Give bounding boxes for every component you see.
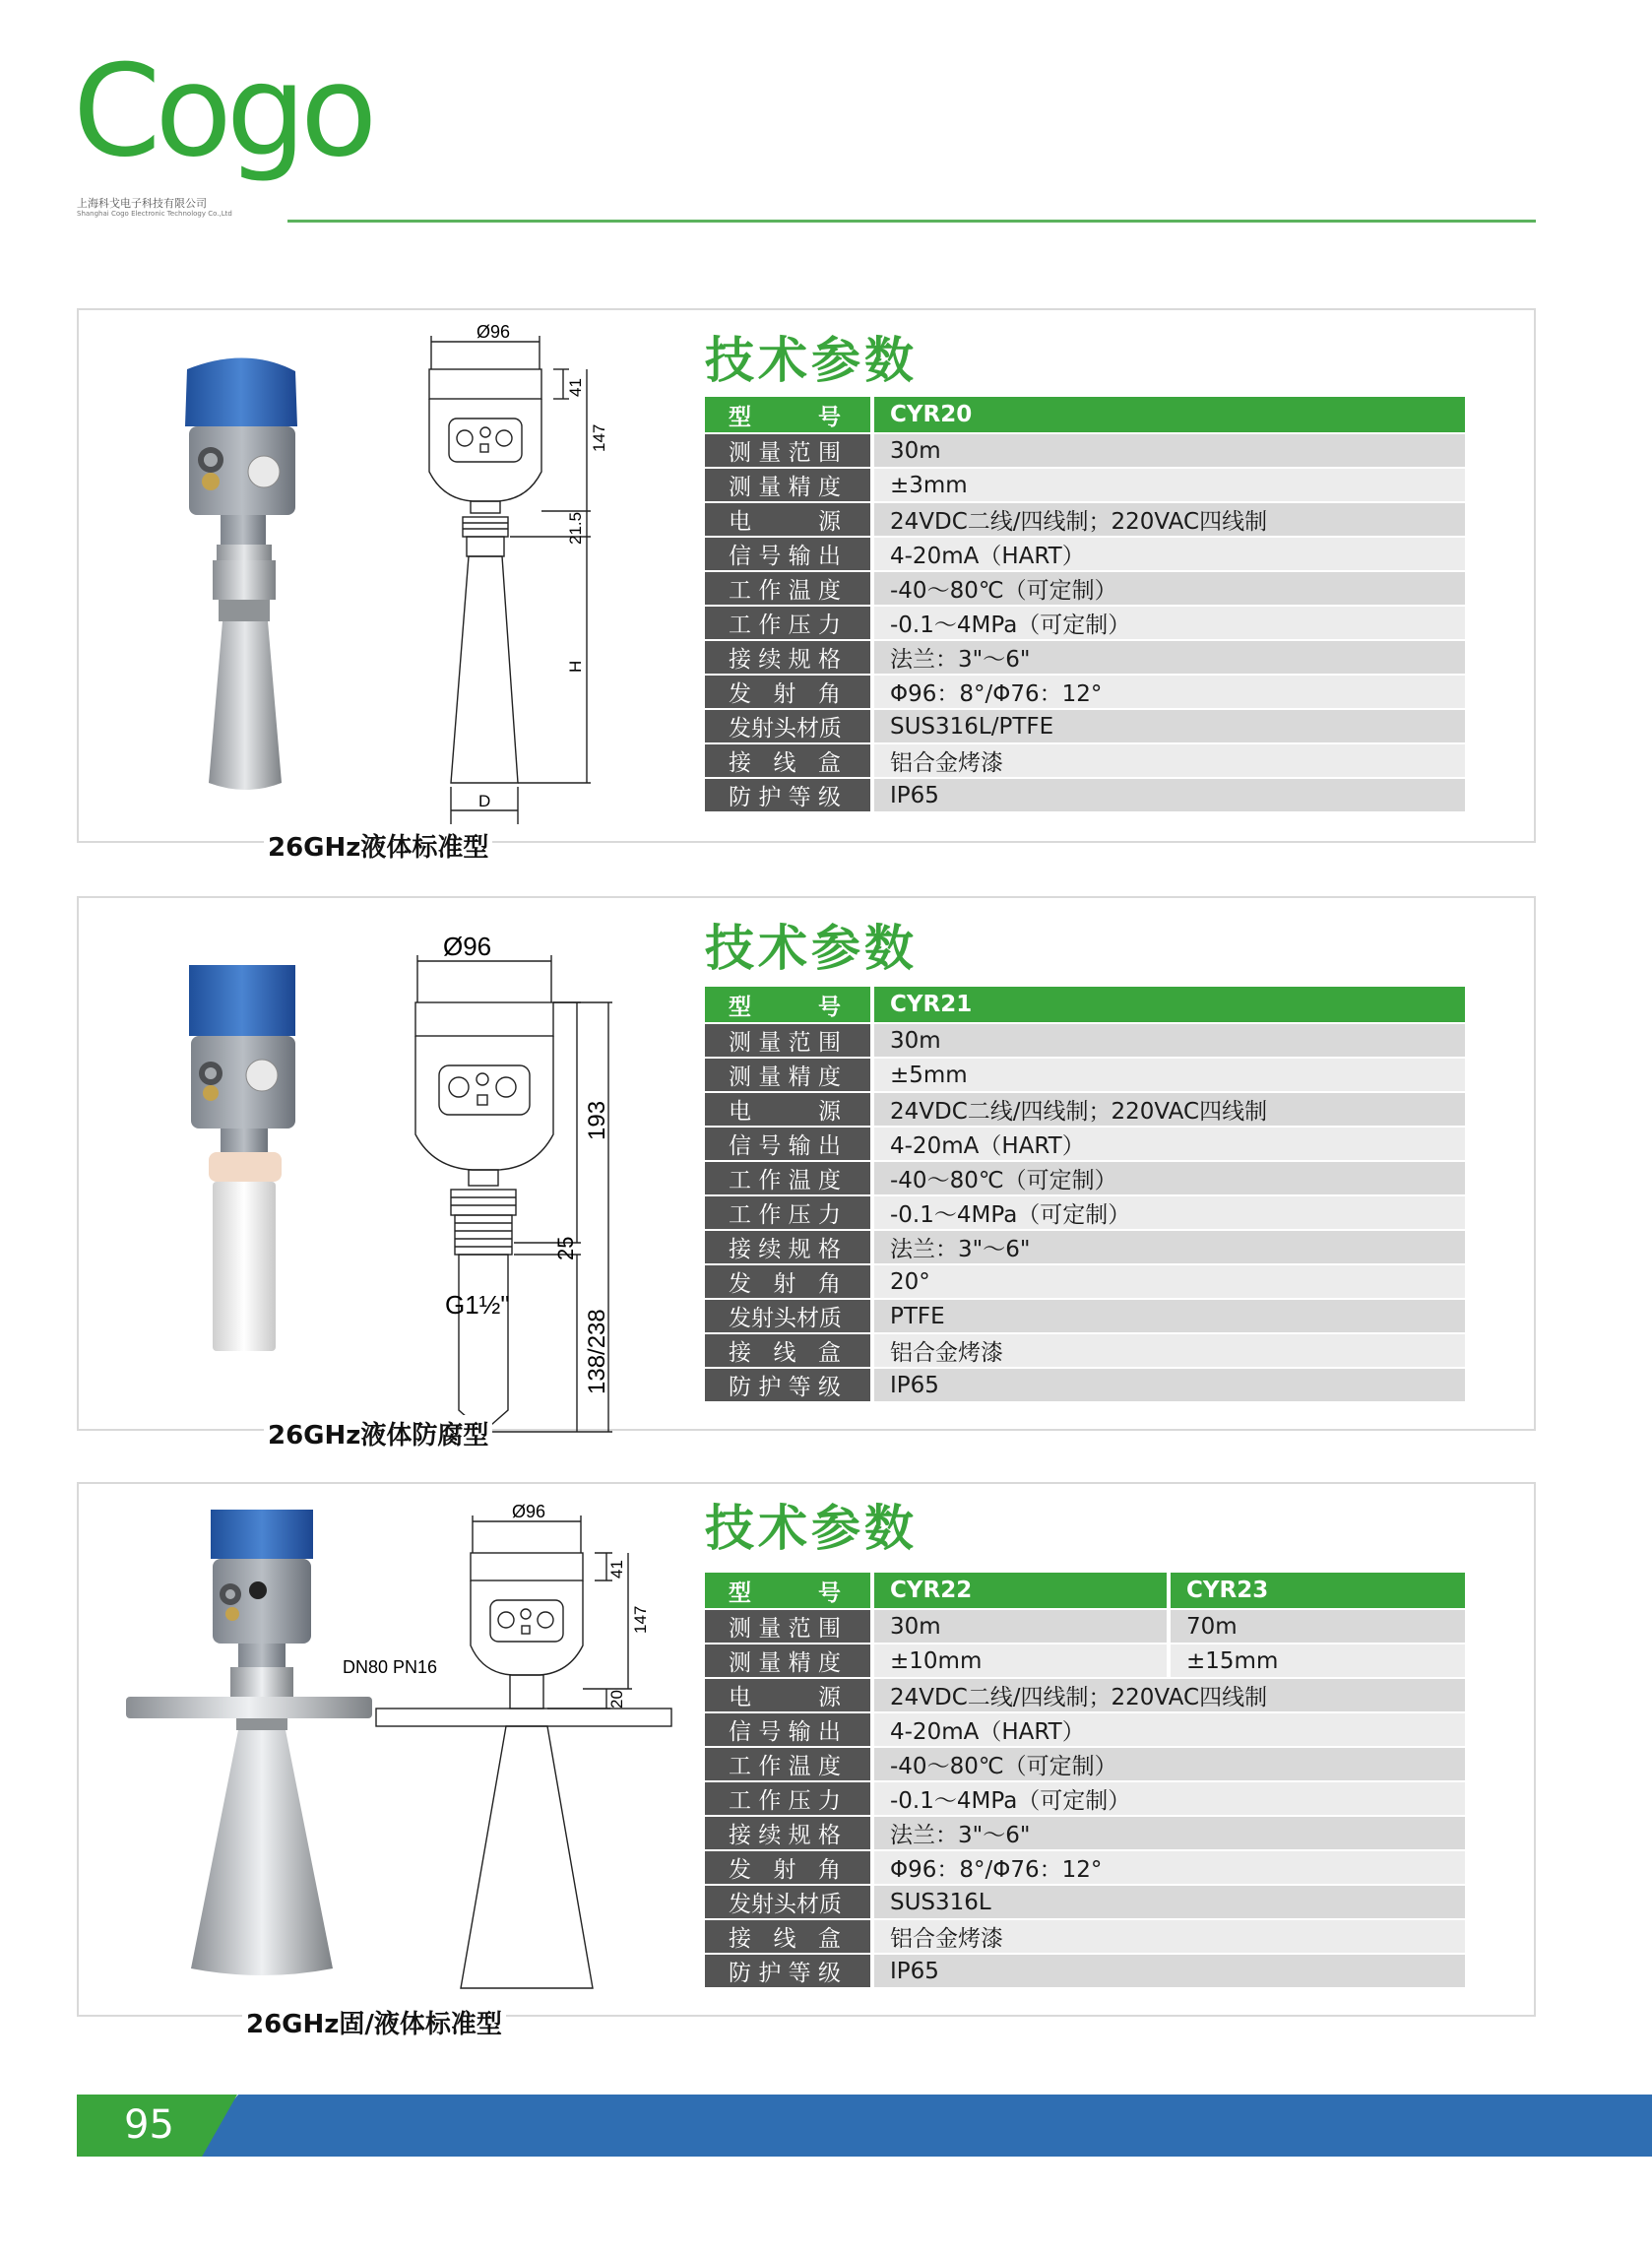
spec-value-2: 70m (1169, 1609, 1465, 1644)
spec-value: 铝合金烤漆 (872, 743, 1465, 778)
table-row (705, 1368, 1465, 1402)
spec-label: 工作温度 (705, 571, 872, 606)
table-row (705, 1644, 1465, 1678)
spec-value: PTFE (872, 1299, 1465, 1333)
logo-company-cn: 上海科戈电子科技有限公司 (77, 197, 207, 210)
product-section-cyr20 (77, 308, 1536, 843)
table-row (705, 571, 1465, 606)
dim-d3-label: 21.5 (566, 511, 585, 545)
spec-label: 工作压力 (705, 1195, 872, 1230)
spec-label: 工作温度 (705, 1161, 872, 1195)
table-row (705, 502, 1465, 537)
product-caption: 26GHz液体标准型 (264, 827, 492, 864)
spec-value: 法兰：3"～6" (872, 640, 1465, 675)
spec-value: -0.1～4MPa（可定制） (872, 606, 1465, 640)
spec-value: CYR20 (872, 397, 1465, 433)
spec-value: -40～80℃（可定制） (872, 1747, 1465, 1781)
spec-value: 法兰：3"～6" (872, 1230, 1465, 1264)
dim-d3-label: 20 (607, 1690, 626, 1709)
spec-title: 技术参数 (705, 332, 918, 389)
dim-d1-label: 193 (584, 1100, 610, 1140)
dimension-drawing-cyr20 (394, 324, 650, 816)
table-row (705, 1678, 1465, 1712)
dim-d4-label: H (566, 660, 585, 673)
spec-value-2: CYR23 (1169, 1573, 1465, 1609)
product-photo-cyr21 (148, 957, 345, 1390)
spec-value: Φ96：8°/Φ76：12° (872, 675, 1465, 709)
spec-value: 20° (872, 1264, 1465, 1299)
spec-value: ±5mm (872, 1058, 1465, 1092)
spec-label: 接续规格 (705, 1816, 872, 1850)
table-row (705, 433, 1465, 468)
table-row (705, 1023, 1465, 1058)
spec-label: 测量范围 (705, 1023, 872, 1058)
header-rule (287, 220, 1536, 223)
table-row (705, 397, 1465, 433)
spec-value: 4-20mA（HART） (872, 1127, 1465, 1161)
table-row (705, 1333, 1465, 1368)
spec-value: -40～80℃（可定制） (872, 571, 1465, 606)
spec-label: 测量精度 (705, 468, 872, 502)
spec-label: 工作压力 (705, 606, 872, 640)
spec-label: 发射头材质 (705, 1299, 872, 1333)
dim-flange-label: DN80 PN16 (343, 1657, 438, 1677)
spec-label: 信号输出 (705, 1712, 872, 1747)
spec-value: 法兰：3"～6" (872, 1816, 1465, 1850)
spec-value: 24VDC二线/四线制；220VAC四线制 (872, 1092, 1465, 1127)
logo-company-en: Shanghai Cogo Electronic Technology Co.,Ltd (77, 210, 232, 218)
spec-value-2: ±15mm (1169, 1644, 1465, 1678)
spec-label: 测量精度 (705, 1644, 872, 1678)
spec-value: 4-20mA（HART） (872, 537, 1465, 571)
dimension-drawing-cyr21 (404, 918, 699, 1410)
table-row (705, 1885, 1465, 1919)
spec-label: 接续规格 (705, 1230, 872, 1264)
dim-top-label: Ø96 (477, 322, 511, 342)
footer-band (187, 2095, 1652, 2157)
spec-title: 技术参数 (705, 920, 918, 977)
spec-label: 接线盒 (705, 1919, 872, 1954)
dim-bottom-label: D (478, 792, 491, 810)
spec-label: 测量精度 (705, 1058, 872, 1092)
table-row (705, 987, 1465, 1023)
table-row (705, 1573, 1465, 1609)
dimension-drawing-cyr22 (343, 1498, 689, 1990)
table-row (705, 1092, 1465, 1127)
table-row (705, 1781, 1465, 1816)
spec-value: -40～80℃（可定制） (872, 1161, 1465, 1195)
spec-value: 30m (872, 1609, 1169, 1644)
table-row (705, 537, 1465, 571)
spec-label: 发射角 (705, 1850, 872, 1885)
table-row (705, 1058, 1465, 1092)
spec-table-cyr21 (705, 987, 1465, 1403)
spec-label: 防护等级 (705, 1954, 872, 1988)
spec-value: 24VDC二线/四线制；220VAC四线制 (872, 502, 1465, 537)
table-row (705, 1299, 1465, 1333)
spec-value: SUS316L/PTFE (872, 709, 1465, 743)
product-photo-cyr20 (148, 350, 345, 822)
spec-value: -0.1～4MPa（可定制） (872, 1195, 1465, 1230)
table-row (705, 1747, 1465, 1781)
spec-value: IP65 (872, 1954, 1465, 1988)
company-logo (73, 38, 372, 226)
logo-brand: Cogo (73, 38, 372, 185)
spec-label: 接线盒 (705, 1333, 872, 1368)
table-row (705, 778, 1465, 812)
spec-title: 技术参数 (705, 1500, 918, 1557)
spec-table-cyr22-cyr23 (705, 1573, 1465, 1989)
spec-label: 接线盒 (705, 743, 872, 778)
spec-label: 发射头材质 (705, 1885, 872, 1919)
table-row (705, 743, 1465, 778)
dim-top-label: Ø96 (443, 932, 492, 961)
spec-value: IP65 (872, 778, 1465, 812)
table-row (705, 1816, 1465, 1850)
spec-value: 30m (872, 1023, 1465, 1058)
spec-label: 发射头材质 (705, 709, 872, 743)
spec-label: 电源 (705, 502, 872, 537)
product-caption: 26GHz液体防腐型 (264, 1415, 492, 1451)
spec-value: ±3mm (872, 468, 1465, 502)
spec-value: IP65 (872, 1368, 1465, 1402)
spec-value: -0.1～4MPa（可定制） (872, 1781, 1465, 1816)
spec-label: 发射角 (705, 675, 872, 709)
table-row (705, 1127, 1465, 1161)
spec-label: 测量范围 (705, 1609, 872, 1644)
table-row (705, 1712, 1465, 1747)
table-row (705, 1161, 1465, 1195)
page-number: 95 (124, 2102, 174, 2148)
spec-value: 24VDC二线/四线制；220VAC四线制 (872, 1678, 1465, 1712)
spec-label: 型号 (705, 397, 872, 433)
table-row (705, 1195, 1465, 1230)
table-row (705, 1264, 1465, 1299)
spec-label: 防护等级 (705, 1368, 872, 1402)
spec-label: 防护等级 (705, 778, 872, 812)
spec-label: 工作温度 (705, 1747, 872, 1781)
spec-label: 型号 (705, 987, 872, 1023)
spec-label: 测量范围 (705, 433, 872, 468)
dim-d3-label: 138/238 (584, 1309, 610, 1394)
dim-d1-label: 41 (607, 1560, 626, 1579)
spec-label: 工作压力 (705, 1781, 872, 1816)
spec-value: 30m (872, 433, 1465, 468)
table-row (705, 1850, 1465, 1885)
product-photo-cyr22 (118, 1504, 374, 1996)
spec-value: ±10mm (872, 1644, 1169, 1678)
spec-value: CYR22 (872, 1573, 1169, 1609)
table-row (705, 606, 1465, 640)
product-caption: 26GHz固/液体标准型 (242, 2004, 506, 2040)
spec-value: CYR21 (872, 987, 1465, 1023)
spec-label: 信号输出 (705, 537, 872, 571)
table-row (705, 709, 1465, 743)
spec-label: 电源 (705, 1678, 872, 1712)
table-row (705, 1954, 1465, 1988)
dim-d1-label: 41 (566, 378, 585, 397)
spec-label: 信号输出 (705, 1127, 872, 1161)
table-row (705, 468, 1465, 502)
table-row (705, 675, 1465, 709)
table-row (705, 640, 1465, 675)
spec-value: Φ96：8°/Φ76：12° (872, 1850, 1465, 1885)
spec-label: 接续规格 (705, 640, 872, 675)
dim-d2-label: 147 (590, 423, 608, 452)
dim-d2-label: 147 (631, 1605, 650, 1634)
table-row (705, 1230, 1465, 1264)
spec-label: 发射角 (705, 1264, 872, 1299)
table-row (705, 1609, 1465, 1644)
spec-label: 型号 (705, 1573, 872, 1609)
dim-thread-label: G1½" (445, 1290, 510, 1320)
product-section-cyr22-cyr23 (77, 1482, 1536, 2017)
dim-d2-label: 25 (553, 1236, 578, 1260)
dim-top-label: Ø96 (512, 1502, 546, 1521)
product-section-cyr21 (77, 896, 1536, 1431)
table-row (705, 1919, 1465, 1954)
spec-table-cyr20 (705, 397, 1465, 813)
spec-value: 4-20mA（HART） (872, 1712, 1465, 1747)
spec-label: 电源 (705, 1092, 872, 1127)
spec-value: SUS316L (872, 1885, 1465, 1919)
spec-value: 铝合金烤漆 (872, 1919, 1465, 1954)
spec-value: 铝合金烤漆 (872, 1333, 1465, 1368)
